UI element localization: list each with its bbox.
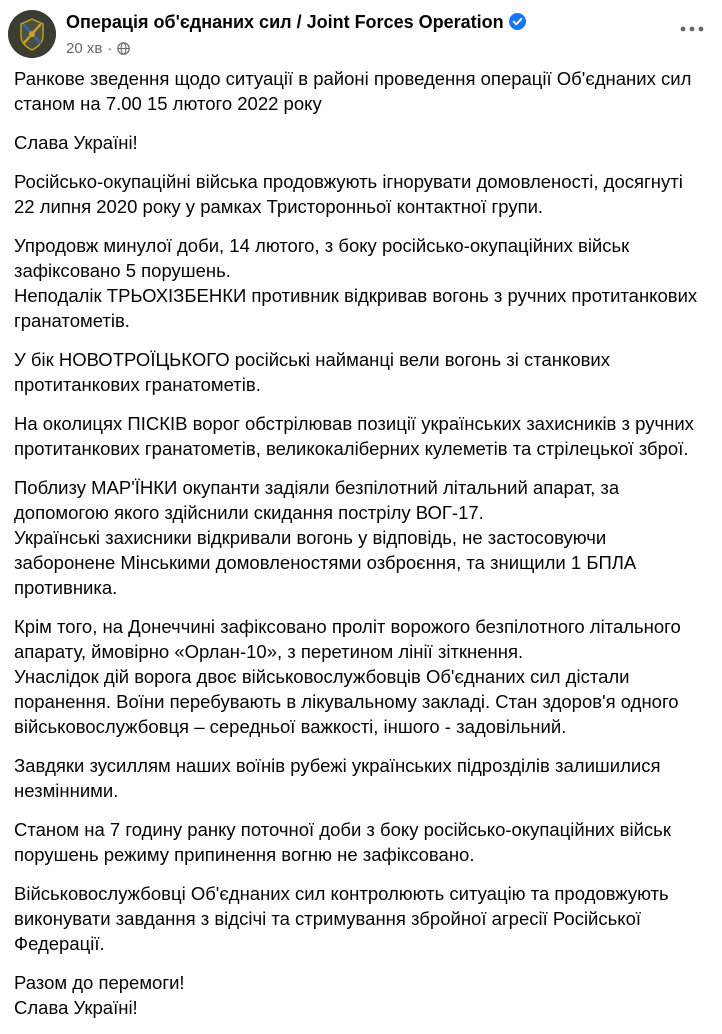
post-paragraph: Упродовж минулої доби, 14 лютого, з боку російсько-окупаційних військ зафіксовано 5 порушень. Неподалік ТРЬОХІЗБЕНКИ противник відкривав вогонь з ручних протитанкових гранатометів. <box>14 235 698 331</box>
more-options-button[interactable] <box>674 14 710 44</box>
page-name-text[interactable]: Операція об'єднаних сил / Joint Forces Operation <box>66 12 504 32</box>
post-paragraph: Військовослужбовці Об'єднаних сил контролюють ситуацію та продовжують виконувати завдання з відсічі та стримування збройної агресії Російської Федерації. <box>14 883 669 954</box>
meta-separator: · <box>107 40 113 57</box>
post-header <box>8 8 714 64</box>
post-paragraph: Поблизу МАР'ЇНКИ окупанти задіяли безпілотний літальний апарат, за допомогою якого здійснили скидання пострілу ВОГ-17. Українські захисники відкривали вогонь у відповідь, не застосовуючи забороненe Мінськими домовленостями озброєння, та знищили 1 БПЛА противника. <box>14 477 637 598</box>
verified-badge-icon <box>509 13 526 30</box>
jfo-emblem-icon <box>8 10 56 58</box>
post-meta <box>66 40 130 57</box>
post-paragraph: У бік НОВОТРОЇЦЬКОГО російські найманці вели вогонь зі станкових протитанкових гранатометів. <box>14 349 611 395</box>
post-paragraph: Крім того, на Донеччині зафіксовано проліт ворожого безпілотного літального апарату, ймовірно «Орлан-10», з перетином лінії зіткнення. Унаслідок дій ворога двоє військовослужбовців Об'єднаних сил дістали поранення. Воїни перебувають в лікувальному закладі. Стан здоров'я одного військовослужбовця – середньої важкості, іншого - задовільний. <box>14 616 681 737</box>
page-avatar[interactable] <box>8 10 56 58</box>
post-paragraph: Ранкове зведення щодо ситуації в районі проведення операції Об'єднаних сил станом на 7.00 15 лютого 2022 року <box>14 68 692 114</box>
post-paragraph: Разом до перемоги! Слава Україні! <box>14 972 185 1018</box>
post-paragraph: Слава Україні! <box>14 132 138 153</box>
page-name[interactable] <box>66 12 526 33</box>
post-paragraph: Російсько-окупаційні війська продовжують ігнорувати домовленості, досягнуті 22 липня 2020 року у рамках Тристоронньої контактної групи. <box>14 171 683 217</box>
post-paragraph: Завдяки зусиллям наших воїнів рубежі українських підрозділів залишилися незмінними. <box>14 755 661 801</box>
post-text <box>14 66 714 1034</box>
globe-icon[interactable] <box>117 42 130 55</box>
more-options-icon <box>674 14 710 44</box>
post-paragraph: На околицях ПІСКІВ ворог обстрілював позиції українських захисників з ручних протитанкових гранатометів, великокаліберних кулеметів та стрілецької зброї. <box>14 413 694 459</box>
post-paragraph: Станом на 7 годину ранку поточної доби з боку російсько-окупаційних військ порушень режиму припинення вогню не зафіксовано. <box>14 819 671 865</box>
post-timestamp[interactable]: 20 хв <box>66 40 103 57</box>
